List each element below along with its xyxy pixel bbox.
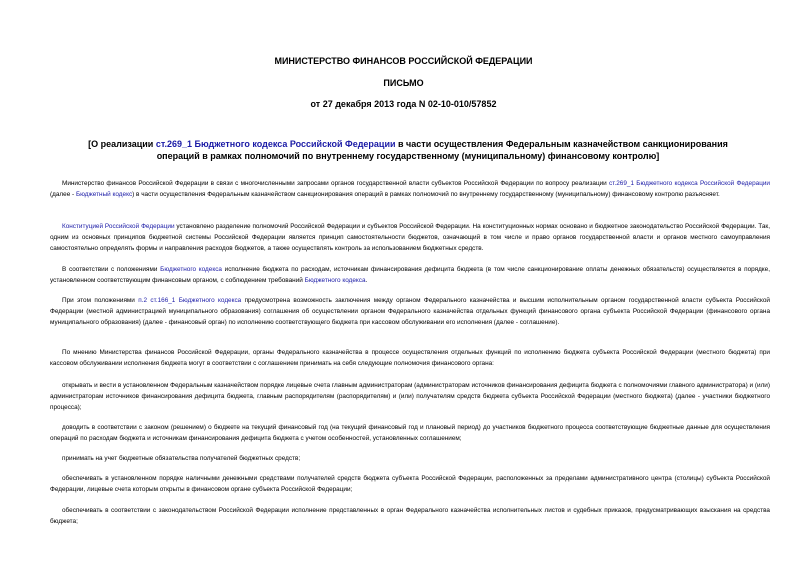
paragraph-text: принимать на учет бюджетные обязательства получателей бюджетных средств;	[62, 455, 301, 462]
paragraph-text: обеспечивать в соответствии с законодательством Российской Федерации исполнение представленных в орган Федерального казначейства исполнительных листов и судебных приказов, предусматривающих взыскания на средства бюджета;	[50, 507, 770, 525]
paragraph-text: исполнение бюджета по расходам, источникам финансирования дефицита бюджета (в том числе санкционирование оплаты денежных обязательств) осуществляется в порядке, установленном соответствующим финансовым органом, с соблюдением требований	[50, 266, 771, 284]
paragraph-text: Министерство финансов Российской Федерации в связи с многочисленными запросами органов государственной власти субъектов Российской Федерации по вопросу реализации	[62, 180, 610, 187]
paragraph-3	[50, 264, 770, 286]
paragraph-text: При этом положениями	[62, 297, 139, 304]
document-subject	[68, 138, 748, 162]
paragraph-text: .	[365, 277, 368, 284]
paragraph-4	[50, 295, 770, 328]
paragraph-5	[50, 347, 770, 369]
paragraph-9	[50, 473, 770, 495]
paragraph-6	[50, 380, 770, 413]
paragraph-text: ) в части осуществления Федеральным казначейством санкционирования операций в рамках полномочий по внутреннему государственному (муниципальному) финансовому контролю разъясняет.	[132, 191, 720, 198]
link-budget-code[interactable]: Бюджетный кодекс	[75, 191, 133, 198]
ministry-heading: МИНИСТЕРСТВО ФИНАНСОВ РОССИЙСКОЙ ФЕДЕРАЦИИ	[274, 56, 533, 66]
subject-text: [О реализации	[88, 139, 156, 149]
paragraph-text: предусмотрена возможность заключения между органом Федерального казначейства и высшим исполнительным органом государственной власти субъекта Российской Федерации (местной администрацией муниципального образования) соглашения об осуществлении органом Федерального казначейства отдельных функций финансового органа субъекта Российской Федерации (финансового органа муниципального образования) (далее - финансовый орган) по исполнению соответствующего бюджета при кассовом обслуживании его исполнения (далее - соглашение).	[50, 297, 770, 326]
paragraph-2	[50, 221, 770, 254]
paragraph-8	[50, 453, 770, 464]
document-type: ПИСЬМО	[383, 78, 424, 88]
paragraph-text: установлено разделение полномочий Российской Федерации и субъектов Российской Федерации. На конституционных нормах основано и бюджетное законодательство Российской Федерации. Так, одним из основных принципов бюджетной системы Российской Федерации является принцип самостоятельности бюджетов, означающий в том числе и право органов государственной власти и органов местного самоуправления самостоятельно определять формы и направления расходов бюджетов, а также осуществлять контроль за использованием бюджетных средств.	[50, 223, 770, 252]
paragraph-text: (далее -	[50, 191, 76, 198]
subject-link-article-269-1[interactable]: ст.269_1 Бюджетного кодекса Российской Федерации	[155, 139, 396, 149]
document-date-number: от 27 декабря 2013 года N 02-10-010/57852	[310, 99, 497, 109]
paragraph-text: В соответствии с положениями	[62, 266, 161, 273]
paragraph-1	[50, 178, 770, 200]
paragraph-10	[50, 505, 770, 527]
link-article-166-1[interactable]: п.2 ст.166_1 Бюджетного кодекса	[138, 297, 242, 304]
paragraph-text: обеспечивать в установленном порядке наличными денежными средствами получателей средств бюджета субъекта Российской Федерации, расположенных за пределами административного центра (столицы) субъекта Российской Федерации, лицевые счета которым открыты в финансовом органе субъекта Российской Федерации;	[50, 475, 770, 493]
paragraph-text: доводить в соответствии с законом (решением) о бюджете на текущий финансовый год (на текущий финансовый год и плановый период) до участников бюджетного процесса соответствующие бюджетные данные для осуществления операций по расходам бюджета и источникам финансирования дефицита бюджета с учетом особенностей, установленных соглашением;	[50, 424, 770, 442]
link-article-269-1[interactable]: ст.269_1 Бюджетного кодекса Российской Федерации	[609, 180, 770, 187]
link-budget-code[interactable]: Бюджетного кодекса	[160, 266, 222, 273]
link-budget-code[interactable]: Бюджетного кодекса	[304, 277, 366, 284]
link-constitution[interactable]: Конституцией Российской Федерации	[62, 223, 175, 230]
subject-text: в части осуществления Федеральным казначейством санкционирования операций в рамках полномочий по внутреннему государственному (муниципальному) финансовому контролю]	[156, 139, 728, 161]
paragraph-7	[50, 422, 770, 444]
paragraph-text: открывать и вести в установленном Федеральным казначейством порядке лицевые счета главным администраторам (администраторам источников финансирования дефицита бюджета с полномочиями главного администратора) и (или) администраторам источников финансирования дефицита бюджета, главным распорядителям (распорядителям) и (или) получателям средств бюджета субъекта Российской Федерации (местного бюджета) (далее - участники бюджетного процесса);	[50, 382, 770, 411]
paragraph-text: По мнению Министерства финансов Российской Федерации, органы Федерального казначейства в процессе осуществления отдельных функций по исполнению бюджета субъекта Российской Федерации (местного бюджета) при кассовом обслуживании исполнения бюджета могут в соответствии с соглашением принимать на себя следующие полномочия финансового органа:	[50, 349, 770, 367]
